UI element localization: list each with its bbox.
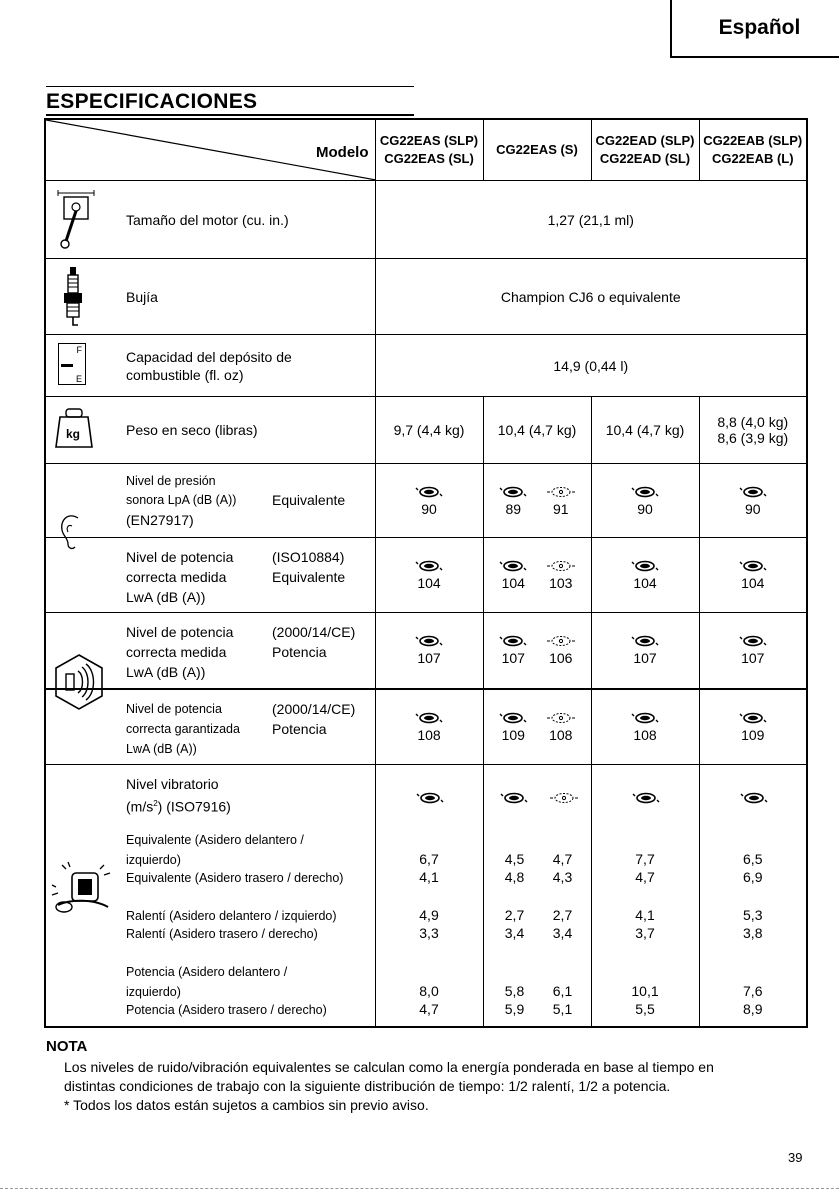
- vib-value: 4,8: [504, 869, 525, 885]
- weight-icon-text: kg: [66, 427, 81, 441]
- spec-table: [44, 118, 808, 1028]
- power-ce-label-cell: [45, 613, 375, 689]
- vib-pow-front-1: Potencia (Asidero delantero /: [126, 965, 288, 979]
- vib-value: 8,0: [419, 983, 439, 999]
- vib-value: 4,5: [504, 851, 525, 867]
- full-throttle-icon: [499, 711, 527, 725]
- model-name: CG22EAD (SLP): [595, 133, 695, 148]
- vib-value: 6,1: [552, 983, 573, 999]
- full-throttle-icon: [631, 711, 659, 725]
- fuel-row: [45, 335, 807, 397]
- vib-value: 6,7: [419, 851, 439, 867]
- engine-piston-icon: [56, 189, 100, 251]
- engine-row: [45, 181, 807, 259]
- vib-value: 4,1: [419, 869, 439, 885]
- vib-value: 4,7: [419, 1001, 439, 1017]
- power-ce-side-1: (2000/14/CE): [272, 624, 356, 640]
- full-throttle-icon: [739, 634, 767, 648]
- power-value: 107: [741, 650, 765, 667]
- vib-col-3: [591, 765, 699, 1027]
- sound-pressure-row: [45, 464, 807, 538]
- vib-value: 3,3: [419, 925, 439, 941]
- vib-eq-front-2: izquierdo): [126, 853, 181, 867]
- pressure-col-2: [483, 464, 591, 538]
- vib-value: 4,7: [552, 851, 573, 867]
- full-throttle-icon: [415, 559, 443, 573]
- vib-value: 3,8: [743, 925, 763, 941]
- pressure-label-3: (EN27917): [126, 512, 194, 528]
- weight-value-1: 9,7 (4,4 kg): [375, 397, 483, 464]
- pressure-value: 91: [552, 500, 569, 517]
- power-ce-col-2: [483, 613, 591, 689]
- power-guaranteed-side-1: (2000/14/CE): [272, 700, 356, 717]
- language-label: Español: [718, 16, 801, 39]
- title-rule-bottom: [46, 114, 414, 116]
- vib-value: 5,9: [504, 1001, 525, 1017]
- spark-plug-row: [45, 259, 807, 335]
- model-name: CG22EAS (SLP): [379, 133, 479, 148]
- pressure-label-1: Nivel de presión: [126, 474, 216, 488]
- power-value: 106: [549, 650, 573, 667]
- vib-value: 4,9: [419, 907, 439, 923]
- weight-label: Peso en seco (libras): [126, 422, 258, 438]
- power-measured-label-2: correcta medida: [126, 569, 227, 585]
- spark-plug-label: Bujía: [126, 289, 158, 305]
- fuel-label-2: combustible (fl. oz): [126, 367, 244, 383]
- power-value: 109: [501, 726, 525, 743]
- pressure-col-3: [591, 464, 699, 538]
- power-measured-label-cell: [45, 538, 375, 613]
- vib-value: 6,9: [743, 869, 763, 885]
- engine-label-cell: [45, 181, 375, 259]
- idle-icon: [547, 559, 575, 573]
- weight-value-2: 10,4 (4,7 kg): [483, 397, 591, 464]
- full-throttle-icon: [499, 634, 527, 648]
- full-throttle-icon: [416, 791, 444, 805]
- power-value: 104: [633, 575, 657, 591]
- power-guaranteed-side-2: Potencia: [272, 720, 327, 737]
- vib-value: 5,8: [504, 983, 525, 999]
- gauge-empty-mark: E: [75, 374, 82, 384]
- note-line: * Todos los datos están sujetos a cambios sin previo aviso.: [64, 1097, 429, 1113]
- power-guaranteed-label-2: correcta garantizada: [126, 721, 240, 736]
- gauge-full-mark: F: [76, 345, 82, 355]
- vibration-label-cell: [45, 765, 375, 1027]
- power-ce-label-1: Nivel de potencia: [126, 624, 234, 640]
- weight-value: 8,8 (4,0 kg): [717, 414, 789, 430]
- vib-eq-front-1: Equivalente (Asidero delantero /: [126, 833, 304, 847]
- model-name: CG22EAD (SL): [599, 151, 691, 166]
- vibration-row: [45, 765, 807, 1027]
- vib-value: 6,5: [743, 851, 763, 867]
- power-measured-label-3: LwA (dB (A)): [126, 589, 206, 605]
- power-guaranteed-col-2: [483, 689, 591, 765]
- title-rule-top: [46, 86, 414, 87]
- vib-value: 4,3: [552, 869, 573, 885]
- power-ce-col-4: [699, 613, 807, 689]
- model-col-3: [591, 119, 699, 181]
- power-value: 107: [501, 650, 525, 667]
- weight-value-3: 10,4 (4,7 kg): [591, 397, 699, 464]
- model-name: CG22EAB (L): [711, 151, 794, 166]
- power-guaranteed-col-3: [591, 689, 699, 765]
- sound-pressure-label-cell: [45, 464, 375, 538]
- full-throttle-icon: [631, 559, 659, 573]
- weight-row: [45, 397, 807, 464]
- pressure-value: 90: [637, 500, 653, 517]
- power-ce-col-3: [591, 613, 699, 689]
- pressure-value: 90: [744, 500, 761, 517]
- power-value: 108: [633, 726, 657, 743]
- model-col-1: [375, 119, 483, 181]
- model-col-4: [699, 119, 807, 181]
- pressure-value: 90: [421, 500, 437, 517]
- vib-value: 2,7: [504, 907, 525, 923]
- pressure-side-label: Equivalente: [272, 492, 346, 508]
- idle-icon: [547, 485, 575, 499]
- model-name: CG22EAS (S): [496, 142, 578, 157]
- full-throttle-icon: [739, 711, 767, 725]
- power-value: 104: [741, 575, 765, 591]
- vib-value: 4,7: [635, 869, 655, 885]
- idle-icon: [547, 711, 575, 725]
- full-throttle-icon: [500, 791, 528, 805]
- note-line: Los niveles de ruido/vibración equivalentes se calculan como la energía ponderada en base al tiempo en: [64, 1059, 714, 1075]
- power-pair-b: [547, 634, 575, 666]
- vib-pow-front-2: izquierdo): [126, 985, 181, 999]
- vib-value: 3,4: [504, 925, 525, 941]
- power-measured-col-1: [375, 538, 483, 613]
- vib-value: 7,6: [743, 983, 763, 999]
- power-measured-label-1: Nivel de potencia: [126, 549, 234, 565]
- full-throttle-icon: [415, 634, 443, 648]
- vib-idle-rear: Ralentí (Asidero trasero / derecho): [126, 927, 318, 941]
- model-col-2: [483, 119, 591, 181]
- full-throttle-icon: [740, 791, 768, 805]
- power-guaranteed-row: [45, 689, 807, 765]
- vib-eq-rear: Equivalente (Asidero trasero / derecho): [126, 871, 344, 885]
- spark-plug-label-cell: [45, 259, 375, 335]
- full-throttle-icon: [631, 485, 659, 499]
- fuel-label-1: Capacidad del depósito de: [126, 349, 292, 365]
- vib-value: 3,7: [635, 925, 655, 941]
- model-name: CG22EAB (SLP): [703, 133, 803, 148]
- power-guaranteed-label-1: Nivel de potencia: [126, 701, 222, 716]
- vib-value: 8,9: [743, 1001, 763, 1017]
- page-title: ESPECIFICACIONES: [46, 90, 258, 113]
- power-measured-col-4: [699, 538, 807, 613]
- power-guaranteed-col-1: [375, 689, 483, 765]
- spark-plug-icon: [60, 265, 86, 329]
- model-name: CG22EAS (SL): [384, 151, 474, 166]
- power-value: 109: [741, 726, 765, 743]
- pressure-pair-a: [499, 485, 527, 517]
- unit-superscript: 2: [153, 799, 158, 808]
- vib-pow-rear: Potencia (Asidero trasero / derecho): [126, 1003, 327, 1017]
- power-value: 107: [417, 650, 441, 667]
- unit-text: (m/s: [126, 798, 154, 815]
- weight-value: 8,6 (3,9 kg): [717, 430, 789, 446]
- power-ce-side-2: Potencia: [272, 644, 327, 660]
- power-measured-side-2: Equivalente: [272, 569, 346, 585]
- power-guaranteed-label-cell: [45, 689, 375, 765]
- power-ce-row: [45, 613, 807, 689]
- full-throttle-icon: [415, 711, 443, 725]
- power-guaranteed-label-3: LwA (dB (A)): [126, 741, 197, 756]
- power-value: 103: [549, 575, 573, 591]
- power-measured-row: [45, 538, 807, 613]
- fuel-label-cell: [45, 335, 375, 397]
- pressure-pair-b: [547, 485, 575, 517]
- power-ce-label-2: correcta medida: [126, 644, 227, 660]
- page-bottom-rule: [0, 1188, 839, 1189]
- fuel-gauge-icon: [58, 343, 86, 385]
- weight-label-cell: [45, 397, 375, 464]
- vib-value: 10,1: [631, 983, 659, 999]
- vib-col-2: [483, 765, 591, 1027]
- power-value: 108: [549, 726, 573, 743]
- power-value: 107: [633, 650, 657, 667]
- model-header-row: [45, 119, 807, 181]
- unit-text: ) (ISO7916): [157, 798, 231, 815]
- full-throttle-icon: [499, 485, 527, 499]
- vib-value: 2,7: [552, 907, 573, 923]
- power-pair-a: [499, 634, 527, 666]
- power-measured-col-3: [591, 538, 699, 613]
- power-value: 104: [417, 575, 441, 591]
- power-pair-b: [547, 711, 575, 743]
- vibration-label-2: [126, 795, 231, 816]
- idle-icon: [547, 634, 575, 648]
- vib-value: 3,4: [552, 925, 573, 941]
- pressure-label-2: sonora LpA (dB (A)): [126, 493, 237, 507]
- idle-icon: [550, 791, 578, 805]
- power-value: 104: [501, 575, 525, 591]
- vibration-label-1: Nivel vibratorio: [126, 776, 219, 792]
- power-pair-a: [499, 559, 527, 591]
- page-number: 39: [788, 1150, 803, 1165]
- pressure-col-1: [375, 464, 483, 538]
- full-throttle-icon: [739, 559, 767, 573]
- vib-col-4: [699, 765, 807, 1027]
- power-measured-col-2: [483, 538, 591, 613]
- full-throttle-icon: [415, 485, 443, 499]
- vib-value: 5,3: [743, 907, 763, 923]
- power-pair-b: [547, 559, 575, 591]
- vib-idle-front: Ralentí (Asidero delantero / izquierdo): [126, 909, 337, 923]
- weight-value-4: [699, 397, 807, 464]
- vib-value: 5,5: [635, 1001, 655, 1017]
- pressure-col-4: [699, 464, 807, 538]
- power-guaranteed-col-4: [699, 689, 807, 765]
- power-pair-a: [499, 711, 527, 743]
- power-value: 108: [417, 726, 441, 743]
- power-ce-col-1: [375, 613, 483, 689]
- model-header-cell: [45, 119, 375, 181]
- model-header-label: Modelo: [316, 144, 369, 161]
- pressure-value: 89: [505, 500, 522, 517]
- engine-size-value: 1,27 (21,1 ml): [375, 181, 807, 259]
- full-throttle-icon: [499, 559, 527, 573]
- full-throttle-icon: [631, 634, 659, 648]
- spark-plug-value: Champion CJ6 o equivalente: [375, 259, 807, 335]
- engine-size-label: Tamaño del motor (cu. in.): [126, 212, 289, 228]
- vib-col-1: [375, 765, 483, 1027]
- language-tab: [670, 0, 839, 58]
- vib-value: 4,1: [635, 907, 655, 923]
- power-ce-label-3: LwA (dB (A)): [126, 664, 206, 680]
- note-body: [64, 1058, 824, 1115]
- full-throttle-icon: [632, 791, 660, 805]
- vibration-trimmer-icon: [50, 861, 114, 919]
- note-line: distintas condiciones de trabajo con la siguiente distribución de tiempo: 1/2 ralentí, 1/2 a potencia.: [64, 1078, 671, 1094]
- vib-value: 7,7: [635, 851, 655, 867]
- note-heading: NOTA: [46, 1038, 88, 1055]
- vib-value: 5,1: [552, 1001, 573, 1017]
- power-measured-side-1: (ISO10884): [272, 549, 345, 565]
- full-throttle-icon: [739, 485, 767, 499]
- fuel-value: 14,9 (0,44 l): [375, 335, 807, 397]
